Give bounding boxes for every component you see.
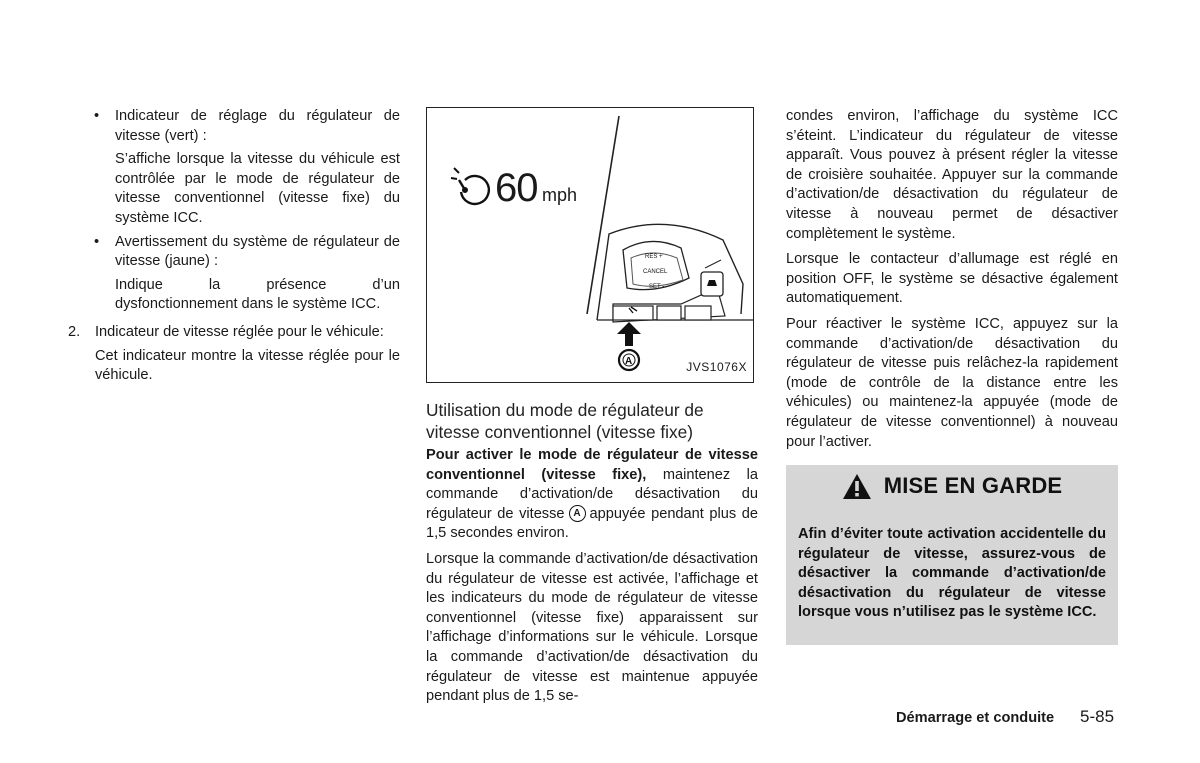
res-label: RES + (645, 254, 663, 260)
item-label: Indicateur de vitesse réglée pour le véhicule: (95, 323, 384, 340)
callout-a-icon: A (569, 505, 586, 522)
paragraph-text: maintenez la commande d’activation/de désactivation du régulateur de vitesse (426, 466, 759, 522)
set-speed-unit: mph (542, 185, 578, 205)
warning-triangle-icon (842, 473, 872, 500)
right-column (786, 107, 1118, 452)
bullet-item (60, 107, 400, 146)
paragraph: Lorsque la commande d’activation/de désactivation du régulateur de vitesse est activée, l’affichage et les indicateurs du mode de régulateur de vitesse conventionnel (vitesse fixe) apparaissent sur l’affichage d’informations sur le véhicule. Lorsque la commande d’activation/de désactivation du régulateur de vitesse est maintenue appuyée pendant plus de 1,5 se- (426, 550, 758, 705)
paragraph: Pour réactiver le système ICC, appuyez sur la commande d’activation/de désactivation du régulateur de vitesse puis relâchez-la rapidement (mode de contrôle de la distance entre les véhicules) ou maintenez-la appuyée (mode de régulateur de vitesse conventionnel) à nouveau pour l’activer. (786, 315, 1118, 450)
item-number: 2. (68, 323, 81, 340)
paragraph: condes environ, l’affichage du système ICC s’éteint. L’indicateur du régulateur de vitesse apparaît. Vous pouvez à présent régler la vitesse de croisière souhaitée. Appuyer sur la commande d’activation/de désactivation du régulateur de vitesse à nouveau permet de désactiver complètement le système. (786, 108, 1118, 242)
bullet-label: Avertissement du système de régulateur de vitesse (jaune) : (115, 233, 400, 270)
bullet-item (60, 233, 400, 272)
bullet-body: S’affiche lorsque la vitesse du véhicule est contrôlée par le mode de régulateur de vitesse conventionnel (vitesse fixe) du système ICC. (115, 151, 400, 226)
figure-code: JVS1076X (686, 360, 747, 375)
bullet-mark: • (94, 233, 100, 250)
paragraph-text: appuyée pendant plus de 1,5 secondes environ. (426, 505, 758, 542)
speedometer-icon (451, 168, 489, 204)
bullet-label: Indicateur de réglage du régulateur de vitesse (vert) : (115, 108, 400, 144)
item-body: Cet indicateur montre la vitesse réglée pour le véhicule. (95, 347, 400, 384)
warning-text: Afin d’éviter toute activation accidentelle du régulateur de vitesse, assurez-vous de désactiver la commande d’activation/de désactivation du régulateur de vitesse lorsque vous n’utilisez pas le système ICC. (798, 526, 1106, 621)
bullet-body: Indique la présence d’un dysfonctionnement dans le système ICC. (115, 276, 400, 313)
warning-box (786, 465, 1118, 645)
warning-title: MISE EN GARDE (883, 473, 1063, 498)
callout-letter: A (625, 356, 633, 367)
cancel-label: CANCEL (643, 269, 668, 275)
middle-column (426, 107, 758, 707)
footer-chapter-title: Démarrage et conduite (896, 710, 1055, 726)
paragraph-lead: Pour activer le mode de régulateur de vitesse conventionnel (vitesse fixe), (426, 447, 758, 483)
warning-header (786, 465, 1118, 507)
paragraph (426, 446, 758, 544)
steering-wheel-illustration (427, 108, 753, 382)
paragraph: Lorsque le contacteur d’allumage est réglé en position OFF, le système se désactive également automatiquement. (786, 251, 1118, 307)
bullet-mark: • (94, 108, 100, 124)
steering-switch-figure (426, 107, 754, 383)
page-number: 5-85 (1080, 707, 1115, 726)
set-label: SET - (649, 284, 665, 290)
numbered-item (60, 323, 400, 343)
left-column (60, 107, 400, 386)
section-heading: Utilisation du mode de régulateur de vitesse conventionnel (vitesse fixe) (426, 400, 704, 442)
set-speed-value: 60 (495, 166, 538, 210)
